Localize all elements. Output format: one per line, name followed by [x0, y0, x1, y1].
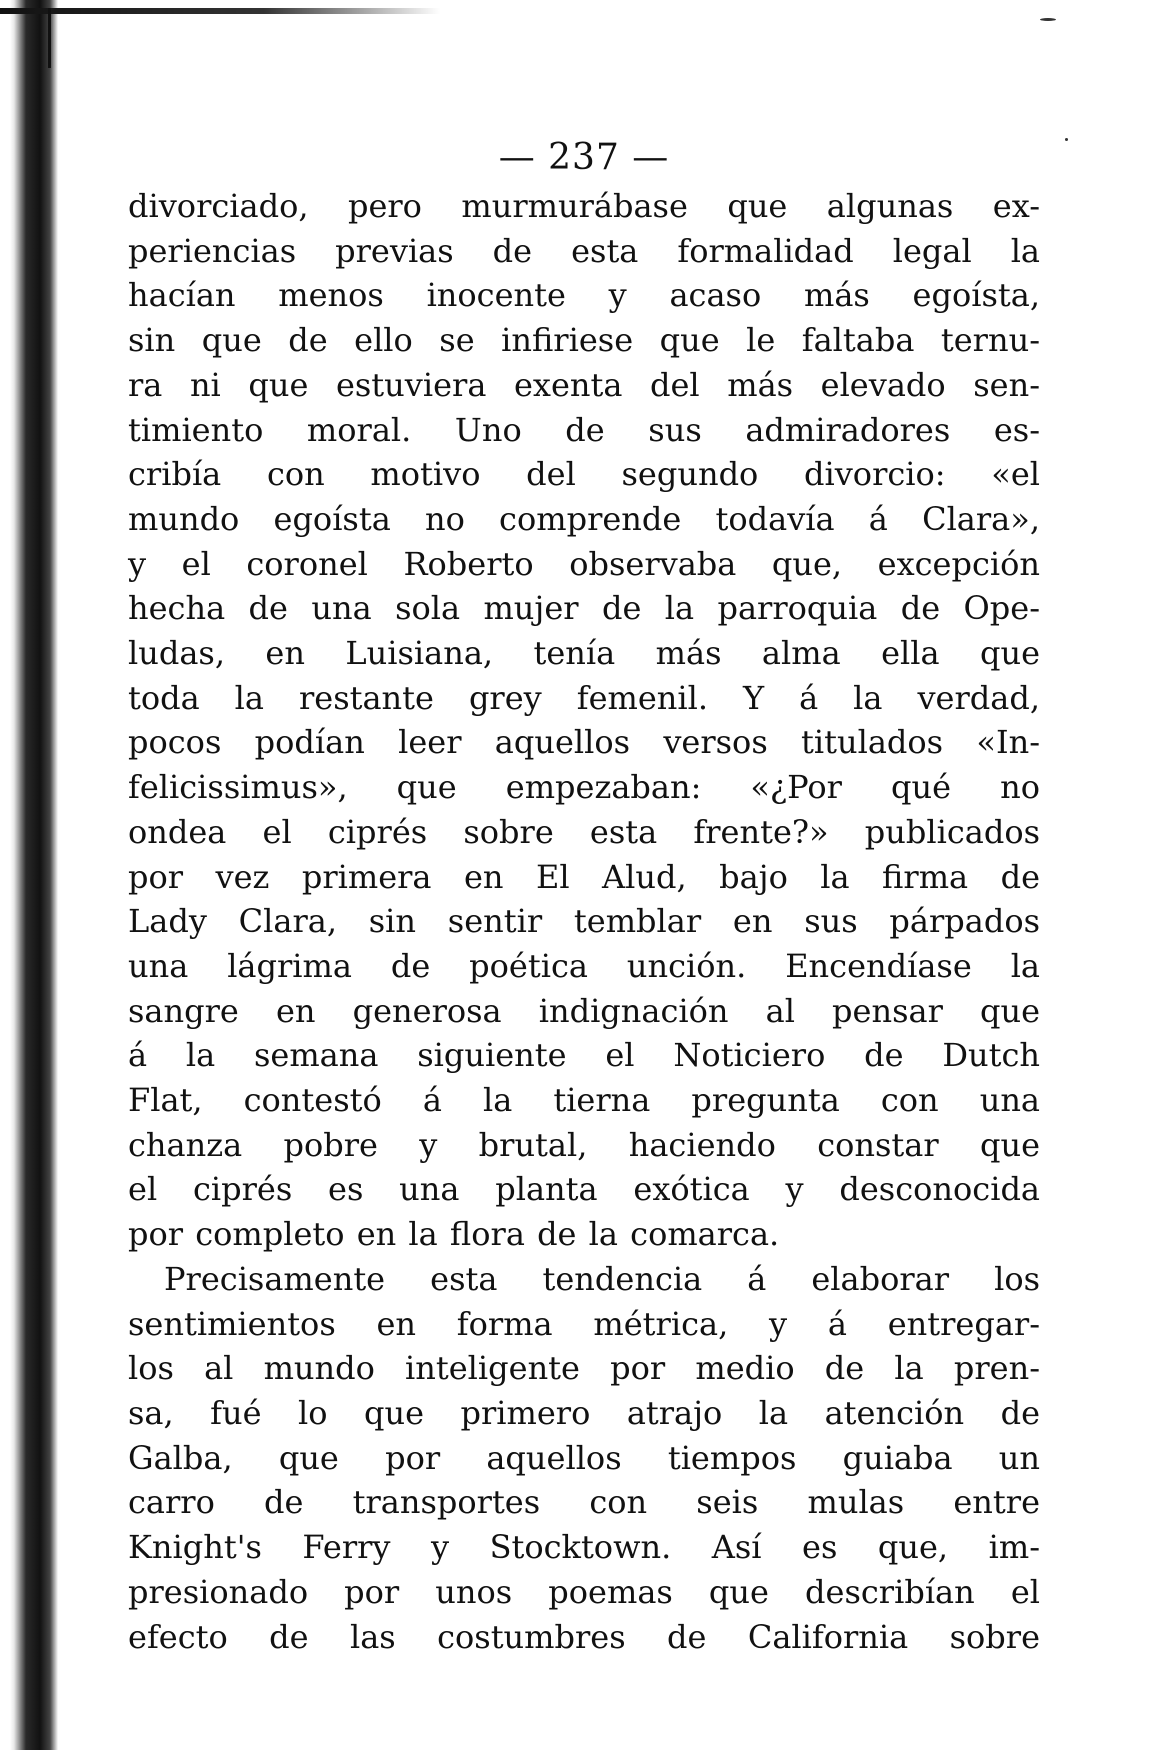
- text-line: mundo egoísta no comprende todavía á Clara»,: [128, 499, 1040, 538]
- text-line: toda la restante grey femenil. Y á la verdad,: [128, 678, 1040, 717]
- paragraph: [128, 1257, 1040, 1659]
- text-line: el ciprés es una planta exótica y desconocida: [128, 1170, 1040, 1209]
- text-line: carro de transportes con seis mulas entre: [128, 1483, 1040, 1522]
- text-line: por completo en la flora de la comarca.: [128, 1215, 780, 1254]
- scan-edge-mark: [48, 8, 51, 68]
- text-line: sangre en generosa indignación al pensar que: [128, 991, 1040, 1030]
- text-line: sin que de ello se infiriese que le faltaba ternu-: [128, 321, 1040, 360]
- text-line: ludas, en Luisiana, tenía más alma ella que: [128, 634, 1040, 673]
- paragraph: [128, 184, 1040, 1257]
- text-line: divorciado, pero murmurábase que algunas ex-: [128, 187, 1040, 225]
- text-line: ra ni que estuviera exenta del más elevado sen-: [128, 365, 1040, 404]
- text-line: Knight's Ferry y Stocktown. Así es que, im-: [128, 1528, 1040, 1567]
- text-line: Flat, contestó á la tierna pregunta con una: [128, 1081, 1040, 1120]
- text-line: por vez primera en El Alud, bajo la firma de: [128, 857, 1040, 896]
- text-line: los al mundo inteligente por medio de la pren-: [128, 1349, 1040, 1388]
- text-line: Precisamente esta tendencia á elaborar los: [164, 1259, 1040, 1298]
- text-line: una lágrima de poética unción. Encendíase la: [128, 946, 1040, 985]
- text-line: pocos podían leer aquellos versos titulados «In-: [128, 723, 1040, 762]
- text-line: á la semana siguiente el Noticiero de Dutch: [128, 1036, 1040, 1075]
- body-text: [128, 184, 1040, 1659]
- scan-edge-line: [0, 8, 440, 14]
- text-line: ondea el ciprés sobre esta frente?» publicados: [128, 812, 1040, 851]
- text-line: sentimientos en forma métrica, y á entregar-: [128, 1304, 1040, 1343]
- text-line: presionado por unos poemas que describían el: [128, 1572, 1040, 1611]
- text-line: Lady Clara, sin sentir temblar en sus párpados: [128, 902, 1040, 941]
- book-page: [128, 138, 1040, 1659]
- text-line: chanza pobre y brutal, haciendo constar que: [128, 1125, 1040, 1164]
- text-line: hecha de una sola mujer de la parroquia de Ope-: [128, 589, 1040, 628]
- text-line: timiento moral. Uno de sus admiradores es-: [128, 410, 1040, 449]
- book-spine-shadow: [0, 0, 58, 1750]
- text-line: hacían menos inocente y acaso más egoísta,: [128, 276, 1040, 315]
- page-number: — 237 —: [498, 137, 670, 178]
- scan-speck: [1065, 138, 1068, 141]
- text-line: Galba, que por aquellos tiempos guiaba un: [128, 1438, 1040, 1477]
- text-line: efecto de las costumbres de California sobre: [128, 1617, 1040, 1656]
- text-line: periencias previas de esta formalidad legal la: [128, 231, 1040, 270]
- text-line: felicissimus», que empezaban: «¿Por qué no: [128, 768, 1040, 807]
- text-line: cribía con motivo del segundo divorcio: «el: [128, 455, 1040, 494]
- scan-speck: [1040, 18, 1056, 21]
- text-line: y el coronel Roberto observaba que, excepción: [128, 544, 1040, 583]
- text-line: sa, fué lo que primero atrajo la atención de: [128, 1393, 1040, 1432]
